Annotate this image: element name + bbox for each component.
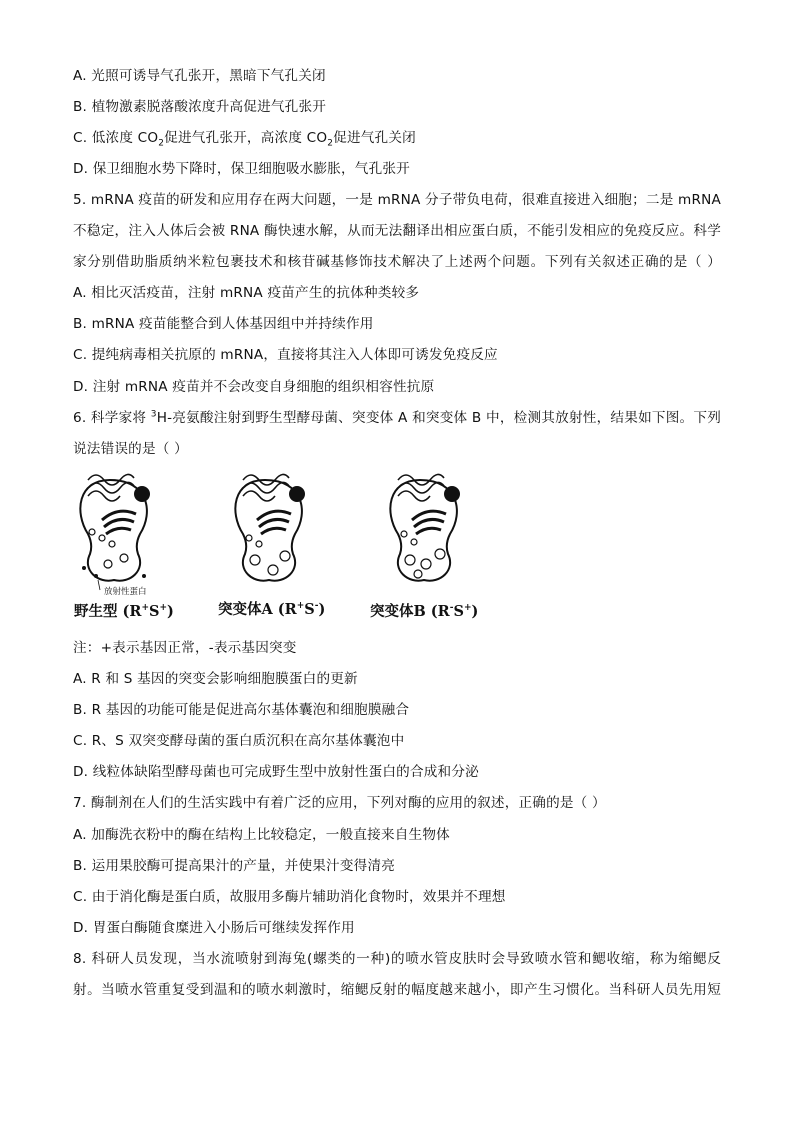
q8-stem-line-1: 8. 科研人员发现，当水流喷射到海兔(螺类的一种)的喷水管皮肤时会导致喷水管和鳃收缩，称为缩鳃反 [73,951,721,967]
q6-note: 注：+表示基因正常，-表示基因突变 [73,640,297,656]
q7-option-a: A. 加酶洗衣粉中的酶在结构上比较稳定，一般直接来自生物体 [73,827,450,843]
nucleus-icon [134,486,150,502]
q5-option-a: A. 相比灭活疫苗，注射 mRNA 疫苗产生的抗体种类较多 [73,285,420,301]
q4-option-a: A. 光照可诱导气孔张开，黑暗下气孔关闭 [73,68,326,84]
q6-stem-line-1: 6. 科学家将 $^3$H-亮氨酸注射到野生型酵母菌、突变体 A 和突变体 B 中，检测其放射性，结果如下图。下列 [73,409,721,426]
nucleus-icon [289,486,305,502]
q6-option-b: B. R 基因的功能可能是促进高尔基体囊泡和细胞膜融合 [73,702,410,718]
q8-stem-line-2: 射。当喷水管重复受到温和的喷水刺激时，缩鳃反射的幅度越来越小，即产生习惯化。当科研人员先用短 [73,982,721,998]
radioactive-protein-label: 放射性蛋白 [104,587,147,597]
q4-option-d: D. 保卫细胞水势下降时，保卫细胞吸水膨胀，气孔张开 [73,161,410,177]
q4-option-b: B. 植物激素脱落酸浓度升高促进气孔张开 [73,99,327,115]
q5-option-d: D. 注射 mRNA 疫苗并不会改变自身细胞的组织相容性抗原 [73,379,435,395]
q7-option-c: C. 由于消化酶是蛋白质，故服用多酶片辅助消化食物时，效果并不理想 [73,889,506,905]
q6-option-d: D. 线粒体缺陷型酵母菌也可完成野生型中放射性蛋白的合成和分泌 [73,764,479,780]
wild-type-label: 野生型 (R+S+) [74,603,174,620]
mutant-b-label: 突变体B (R-S+) [370,603,479,620]
q5-option-b: B. mRNA 疫苗能整合到人体基因组中并持续作用 [73,316,374,332]
q6-stem-line-2: 说法错误的是（ ） [73,441,188,457]
q4-option-c: C. 低浓度 $CO_2$促进气孔张开，高浓度 $CO_2$促进气孔关闭 [73,130,416,149]
q6-option-a: A. R 和 S 基因的突变会影响细胞膜蛋白的更新 [73,671,358,687]
yeast-cell-figure [70,472,510,622]
mutant-a-cell [235,474,305,580]
nucleus-icon [444,486,460,502]
q5-option-c: C. 提纯病毒相关抗原的 mRNA，直接将其注入人体即可诱发免疫反应 [73,347,498,363]
q5-stem-line-3: 家分别借助脂质纳米粒包裹技术和核苷碱基修饰技术解决了上述两个问题。下列有关叙述正确的是（ ） [73,254,721,270]
q7-stem: 7. 酶制剂在人们的生活实践中有着广泛的应用，下列对酶的应用的叙述，正确的是（ ） [73,795,606,811]
yeast-cells-diagram [70,472,510,602]
q5-stem-line-1: 5. mRNA 疫苗的研发和应用存在两大问题，一是 mRNA 分子带负电荷，很难直接进入细胞；二是 mRNA [73,192,721,208]
q7-option-d: D. 胃蛋白酶随食糜进入小肠后可继续发挥作用 [73,920,355,936]
q6-option-c: C. R、S 双突变酵母菌的蛋白质沉积在高尔基体囊泡中 [73,733,405,749]
wild-type-cell [80,474,150,590]
q5-stem-line-2: 不稳定，注入人体后会被 RNA 酶快速水解，从而无法翻译出相应蛋白质，不能引发相应的免疫反应。科学 [73,223,721,239]
mutant-b-cell [390,474,460,580]
mutant-a-label: 突变体A (R+S-) [218,601,326,618]
q7-option-b: B. 运用果胶酶可提高果汁的产量，并使果汁变得清亮 [73,858,396,874]
